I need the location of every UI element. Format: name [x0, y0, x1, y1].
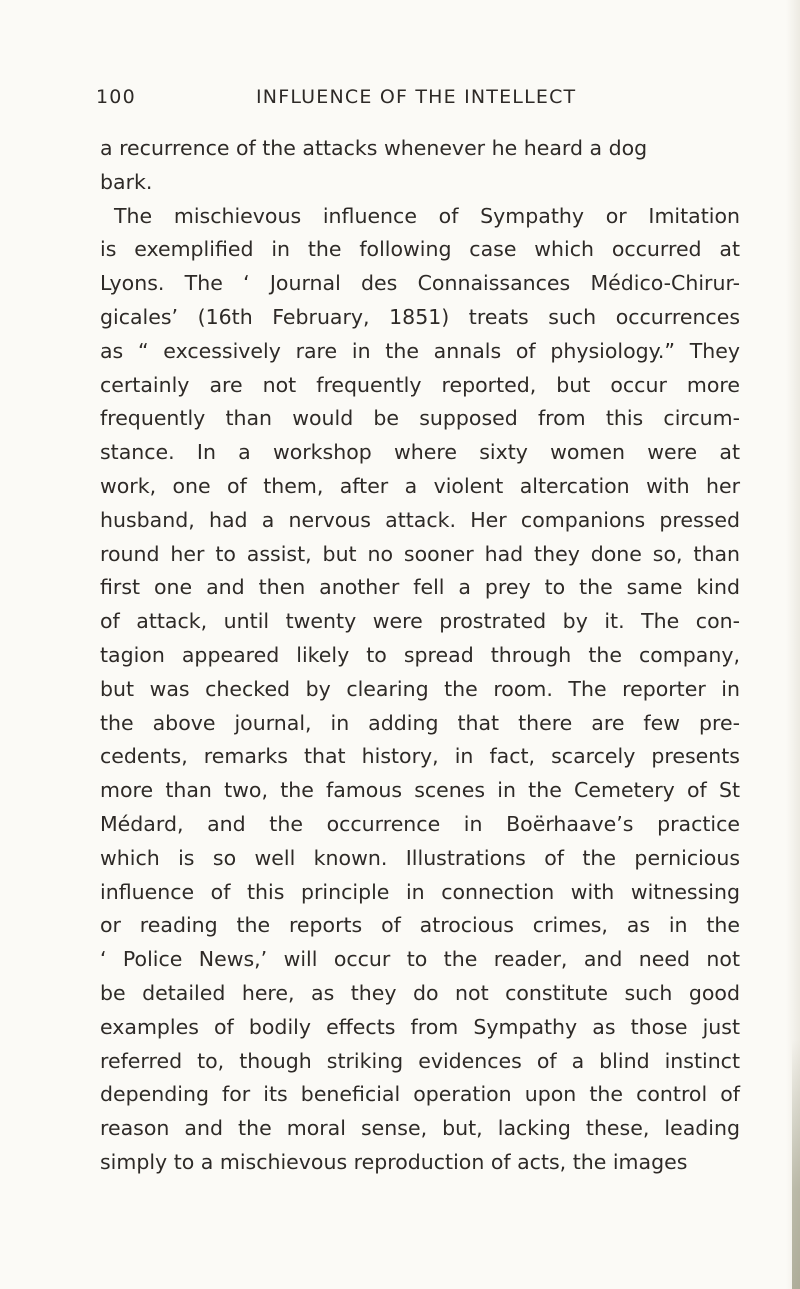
text-line: first one and then another fell a prey to the same kind: [100, 575, 740, 600]
text-line: which is so well known. Illustrations of the pernicious: [100, 845, 740, 870]
text-line: simply to a mischievous reproduction of acts, the images: [100, 1149, 688, 1174]
running-head: INFLUENCE OF THE INTELLECT: [256, 86, 577, 108]
text-line: husband, had a nervous attack. Her companions pressed: [100, 507, 740, 532]
text-line: or reading the reports of atrocious crimes, as in the: [100, 913, 740, 938]
text-line: Lyons. The ‘ Journal des Connaissances Médico-Chirur-: [100, 271, 740, 296]
text-line: reason and the moral sense, but, lacking these, leading: [100, 1116, 740, 1141]
text-line: referred to, though striking evidences of a blind instinct: [100, 1048, 740, 1073]
paragraph-start-line: The mischievous influence of Sympathy or Imitation: [114, 203, 740, 228]
page-edge-stain: [792, 1040, 800, 1289]
text-line: influence of this principle in connection with witnessing: [100, 879, 740, 904]
text-line: be detailed here, as they do not constitute such good: [100, 980, 740, 1005]
text-line: stance. In a workshop where sixty women were at: [100, 440, 740, 465]
text-line: certainly are not frequently reported, but occur more: [100, 372, 740, 397]
text-line: cedents, remarks that history, in fact, scarcely presents: [100, 744, 740, 769]
text-line: of attack, until twenty were prostrated by it. The con-: [100, 609, 740, 634]
text-line: Médard, and the occurrence in Boërhaave’s practice: [100, 811, 740, 836]
text-line: ‘ Police News,’ will occur to the reader, and need not: [100, 947, 740, 972]
text-line: tagion appeared likely to spread through the company,: [100, 642, 740, 667]
text-line: frequently than would be supposed from this circum-: [100, 406, 740, 431]
page-number: 100: [96, 86, 136, 108]
text-line: but was checked by clearing the room. The reporter in: [100, 676, 740, 701]
text-line: more than two, the famous scenes in the Cemetery of St: [100, 778, 740, 803]
text-line: depending for its beneficial operation upon the control of: [100, 1082, 740, 1107]
text-line: as “ excessively rare in the annals of physiology.” They: [100, 338, 740, 363]
body-text: [100, 132, 740, 1180]
text-line: a recurrence of the attacks whenever he heard a dog: [100, 136, 648, 160]
text-line: bark.: [100, 169, 153, 194]
text-line: is exemplified in the following case which occurred at: [100, 237, 740, 262]
text-line: examples of bodily effects from Sympathy as those just: [100, 1014, 740, 1039]
page-header: [96, 86, 716, 116]
text-line: gicales’ (16th February, 1851) treats such occurrences: [100, 304, 740, 329]
text-line: round her to assist, but no sooner had they done so, than: [100, 541, 740, 566]
text-line: work, one of them, after a violent altercation with her: [100, 473, 740, 498]
text-line: the above journal, in adding that there are few pre-: [100, 710, 740, 735]
